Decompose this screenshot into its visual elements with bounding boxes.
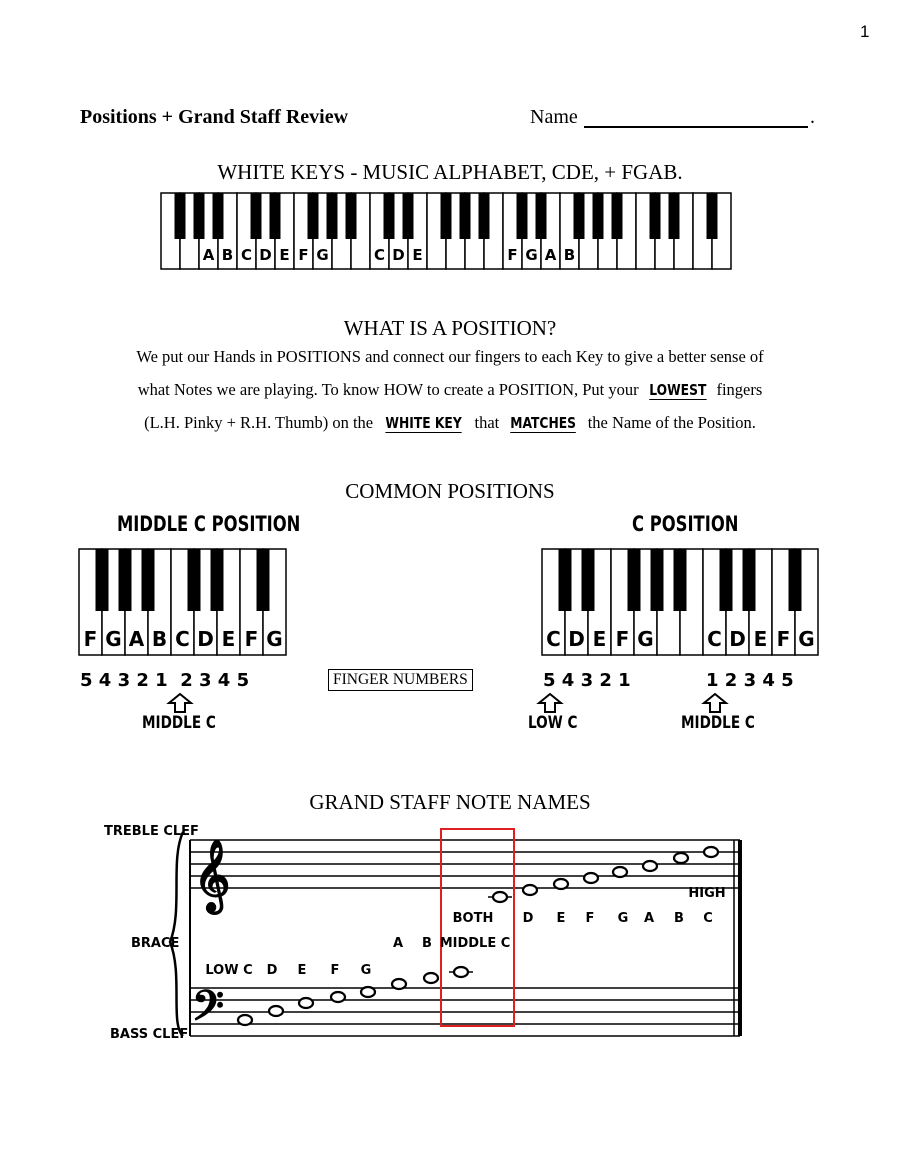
black-key [559, 549, 572, 611]
bass-note [269, 1006, 283, 1016]
treble-clef-icon: 𝄞 [193, 838, 231, 911]
treble-note [613, 867, 627, 877]
treble-note-name: B [674, 911, 684, 926]
key-label: F [776, 627, 791, 651]
treble-note [643, 861, 657, 871]
page-number: 1 [860, 22, 870, 41]
white-keys-heading: WHITE KEYS - MUSIC ALPHABET, CDE, + FGAB. [217, 160, 683, 184]
explanation-line-2: what Notes we are playing. To know HOW to create a POSITION, Put your LOWEST fingers [137, 380, 763, 399]
bass-note [424, 973, 438, 983]
black-key [460, 193, 471, 239]
key-label: D [197, 627, 214, 651]
black-key [517, 193, 528, 239]
grand-staff-heading: GRAND STAFF NOTE NAMES [309, 790, 591, 814]
black-key [175, 193, 186, 239]
key-label: F [83, 627, 98, 651]
black-key [593, 193, 604, 239]
black-key [384, 193, 395, 239]
black-key [582, 549, 595, 611]
explanation-line-1: We put our Hands in POSITIONS and connect our fingers to each Key to give a better sense of [136, 347, 764, 366]
black-key [403, 193, 414, 239]
key-label: E [221, 627, 236, 651]
key-label: G [316, 246, 329, 264]
position-heading: WHAT IS A POSITION? [343, 316, 557, 340]
bass-note-name: D [266, 963, 278, 978]
c-position-keyboard [541, 548, 823, 660]
key-label: E [412, 246, 423, 264]
black-key [707, 193, 718, 239]
name-period: . [810, 106, 815, 128]
middle-c-label: MIDDLE C [142, 713, 216, 733]
key-label: F [244, 627, 259, 651]
brace-label: BRACE [131, 936, 180, 951]
middle-c-label-staff: MIDDLE C [439, 936, 511, 951]
low-c-label: LOW C [528, 713, 578, 733]
key-label: C [546, 627, 561, 651]
bass-note-name: E [297, 963, 307, 978]
bass-note-name: B [422, 936, 432, 951]
black-key [650, 193, 661, 239]
c-position-lh-fingers: 5 4 3 2 1 [543, 670, 631, 691]
middle-c-position-title: MIDDLE C POSITION [117, 512, 301, 536]
treble-note [554, 879, 568, 889]
black-key [213, 193, 224, 239]
bass-note-name: G [360, 963, 372, 978]
treble-note [523, 885, 537, 895]
white-key-word: WHITE KEY [385, 414, 462, 432]
high-label: HIGH [688, 886, 726, 901]
black-key [346, 193, 357, 239]
black-key [142, 549, 155, 611]
low-c-arrow-icon [536, 692, 564, 714]
key-label: F [298, 246, 309, 264]
c-position-rh-fingers: 1 2 3 4 5 [706, 670, 794, 691]
bass-note-name: A [392, 936, 404, 951]
key-label: A [544, 246, 557, 264]
black-key [479, 193, 490, 239]
key-label: C [175, 627, 190, 651]
bass-note [361, 987, 375, 997]
black-key [674, 549, 687, 611]
black-key [327, 193, 338, 239]
bass-note [454, 967, 468, 977]
brace-symbol [170, 832, 183, 1036]
key-label: D [392, 246, 405, 264]
middle-c-both-label: BOTH [452, 911, 494, 926]
middle-c-position-keyboard [78, 548, 290, 660]
key-label: C [373, 246, 386, 264]
bass-clef-label: BASS CLEF [110, 1027, 189, 1042]
bass-note [331, 992, 345, 1002]
lowest-word: LOWEST [648, 381, 707, 399]
name-blank-line [584, 109, 808, 128]
key-label: D [568, 627, 585, 651]
finger-numbers-label: FINGER NUMBERS [328, 669, 473, 691]
black-key [574, 193, 585, 239]
bass-note-name: LOW C [205, 963, 253, 978]
matches-word: MATCHES [510, 414, 577, 432]
black-key [628, 549, 641, 611]
key-label: G [266, 627, 283, 651]
black-key [669, 193, 680, 239]
bass-clef-icon: 𝄢 [191, 982, 225, 1040]
c-position-middle-c-arrow-icon [701, 692, 729, 714]
black-key [441, 193, 452, 239]
black-key [651, 549, 664, 611]
black-key [251, 193, 262, 239]
treble-note-name: F [585, 911, 595, 926]
black-key [194, 193, 205, 239]
name-label: Name [530, 106, 578, 128]
treble-note-name: C [703, 911, 713, 926]
key-label: E [753, 627, 768, 651]
treble-note-name: G [617, 911, 629, 926]
treble-note [493, 892, 507, 902]
key-label: E [592, 627, 607, 651]
black-key [308, 193, 319, 239]
key-label: A [202, 246, 215, 264]
black-key [789, 549, 802, 611]
middle-c-finger-numbers: 5 4 3 2 1 2 3 4 5 [80, 670, 250, 691]
treble-note [584, 873, 598, 883]
black-key [536, 193, 547, 239]
bass-note [392, 979, 406, 989]
black-key [211, 549, 224, 611]
black-key [96, 549, 109, 611]
c-position-title: C POSITION [632, 512, 739, 536]
position-explanation [60, 340, 840, 439]
black-key [743, 549, 756, 611]
treble-note-name: E [556, 911, 566, 926]
bass-note-name: F [330, 963, 340, 978]
key-label: D [729, 627, 746, 651]
key-label: C [240, 246, 253, 264]
black-key [270, 193, 281, 239]
key-label: B [563, 246, 576, 264]
key-label: B [221, 246, 234, 264]
black-key [612, 193, 623, 239]
black-key [257, 549, 270, 611]
c-position-middle-c-label: MIDDLE C [681, 713, 755, 733]
key-label: B [151, 627, 168, 651]
key-label: F [507, 246, 518, 264]
key-label: G [525, 246, 538, 264]
black-key [720, 549, 733, 611]
explanation-line-3: (L.H. Pinky + R.H. Thumb) on the WHITE KEY that MATCHES the Name of the Position. [144, 413, 756, 432]
middle-c-highlight-box [441, 829, 514, 1026]
key-label: E [279, 246, 290, 264]
key-label: G [637, 627, 654, 651]
bass-note [238, 1015, 252, 1025]
black-key [119, 549, 132, 611]
full-keyboard-diagram [160, 192, 740, 274]
treble-note-name: A [643, 911, 655, 926]
key-label: G [105, 627, 122, 651]
key-label: G [798, 627, 815, 651]
key-label: C [707, 627, 722, 651]
common-positions-heading: COMMON POSITIONS [345, 479, 555, 503]
black-key [188, 549, 201, 611]
grand-staff-diagram [0, 800, 900, 1060]
treble-note-name: D [522, 911, 534, 926]
treble-clef-label: TREBLE CLEF [104, 824, 199, 839]
key-label: F [615, 627, 630, 651]
treble-note [704, 847, 718, 857]
bass-note [299, 998, 313, 1008]
middle-c-arrow-icon [166, 692, 194, 714]
document-title: Positions + Grand Staff Review [80, 106, 349, 128]
treble-note [674, 853, 688, 863]
key-label: D [259, 246, 272, 264]
key-label: A [128, 627, 145, 651]
